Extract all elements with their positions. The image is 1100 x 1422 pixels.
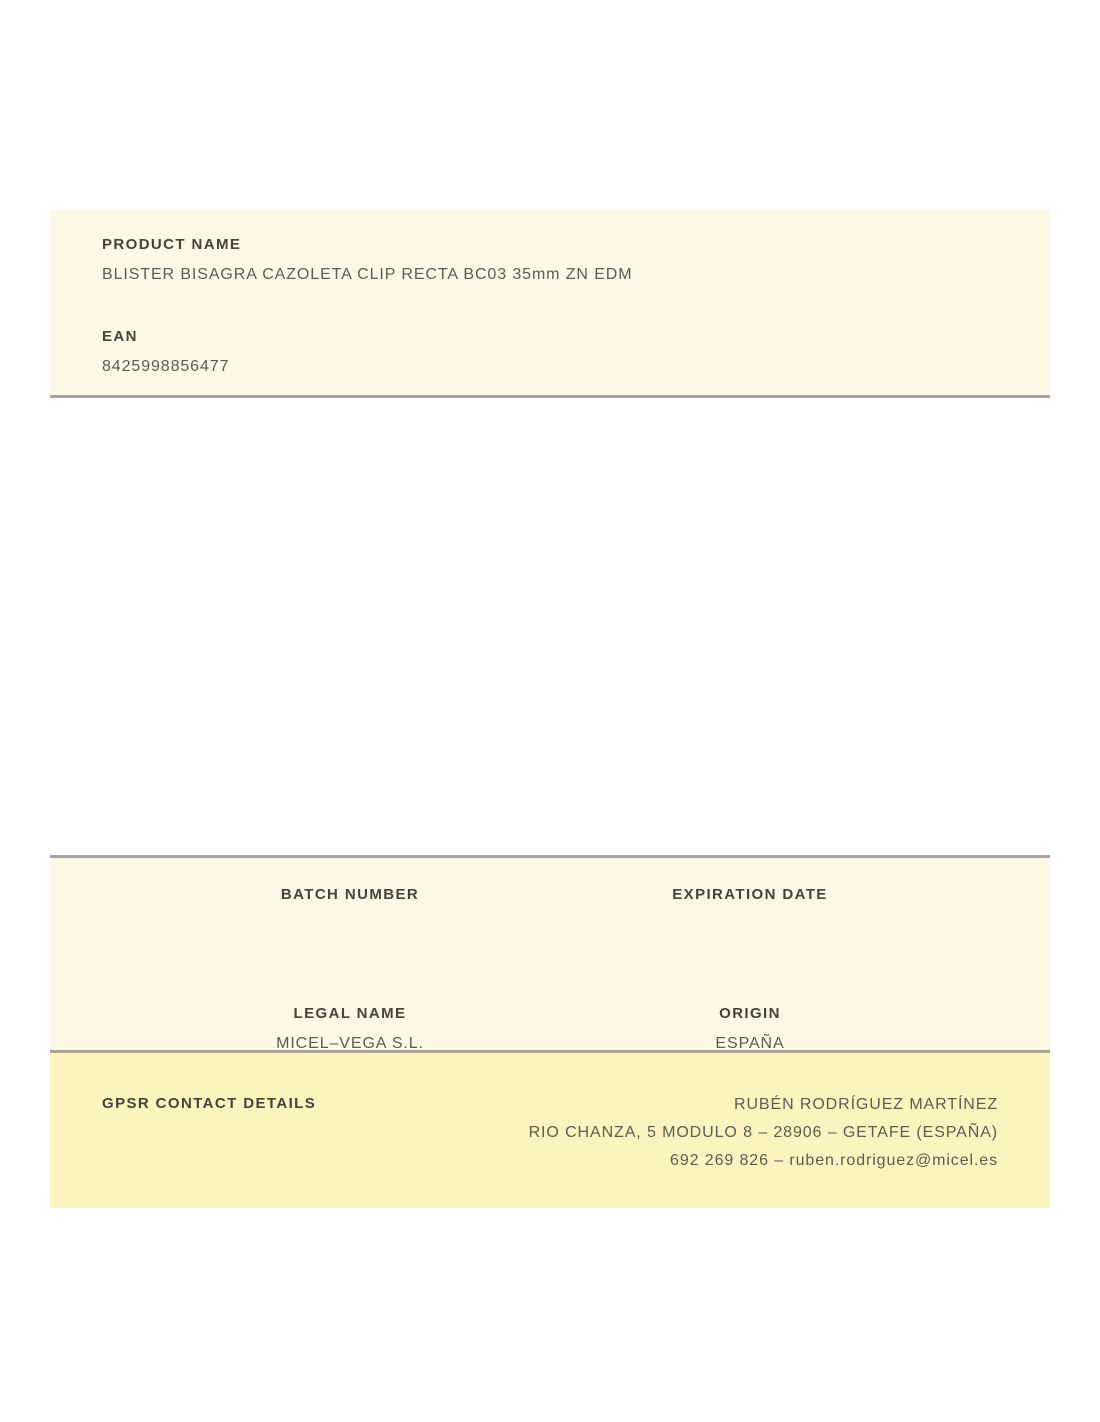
gpsr-contact-block: [529, 1091, 998, 1175]
batch-number-label: BATCH NUMBER: [280, 886, 420, 903]
origin-label: ORIGIN: [719, 1005, 781, 1022]
expiration-date-value: [550, 915, 950, 934]
batch-number-value: [150, 915, 550, 934]
product-name-value: BLISTER BISAGRA CAZOLETA CLIP RECTA BC03 35mm ZN EDM: [102, 266, 633, 283]
batch-expiration-row: [150, 886, 950, 934]
gpsr-contact-address: RIO CHANZA, 5 MODULO 8 – 28906 – GETAFE (ESPAÑA): [528, 1124, 998, 1141]
batch-column: [150, 886, 550, 934]
legal-name-label: LEGAL NAME: [293, 1005, 407, 1022]
legal-name-value: MICEL–VEGA S.L.: [276, 1035, 424, 1052]
traceability-section: [50, 855, 1050, 1053]
ean-value: 8425998856477: [102, 358, 230, 375]
expiration-date-label: EXPIRATION DATE: [672, 886, 828, 903]
origin-value: ESPAÑA: [715, 1035, 785, 1052]
legal-origin-row: [150, 1005, 950, 1053]
legal-name-column: [150, 1005, 550, 1053]
origin-column: [550, 1005, 950, 1053]
gpsr-contact-name: RUBÉN RODRÍGUEZ MARTÍNEZ: [734, 1096, 998, 1113]
expiration-column: [550, 886, 950, 934]
product-name-label: PRODUCT NAME: [102, 236, 242, 253]
gpsr-contact-section: [50, 1053, 1050, 1208]
product-info-section: [50, 210, 1050, 398]
gpsr-contact-details-label: GPSR CONTACT DETAILS: [102, 1095, 317, 1112]
gpsr-contact-phone-email: 692 269 826 – ruben.rodriguez@micel.es: [670, 1152, 998, 1169]
ean-label: EAN: [102, 328, 138, 345]
